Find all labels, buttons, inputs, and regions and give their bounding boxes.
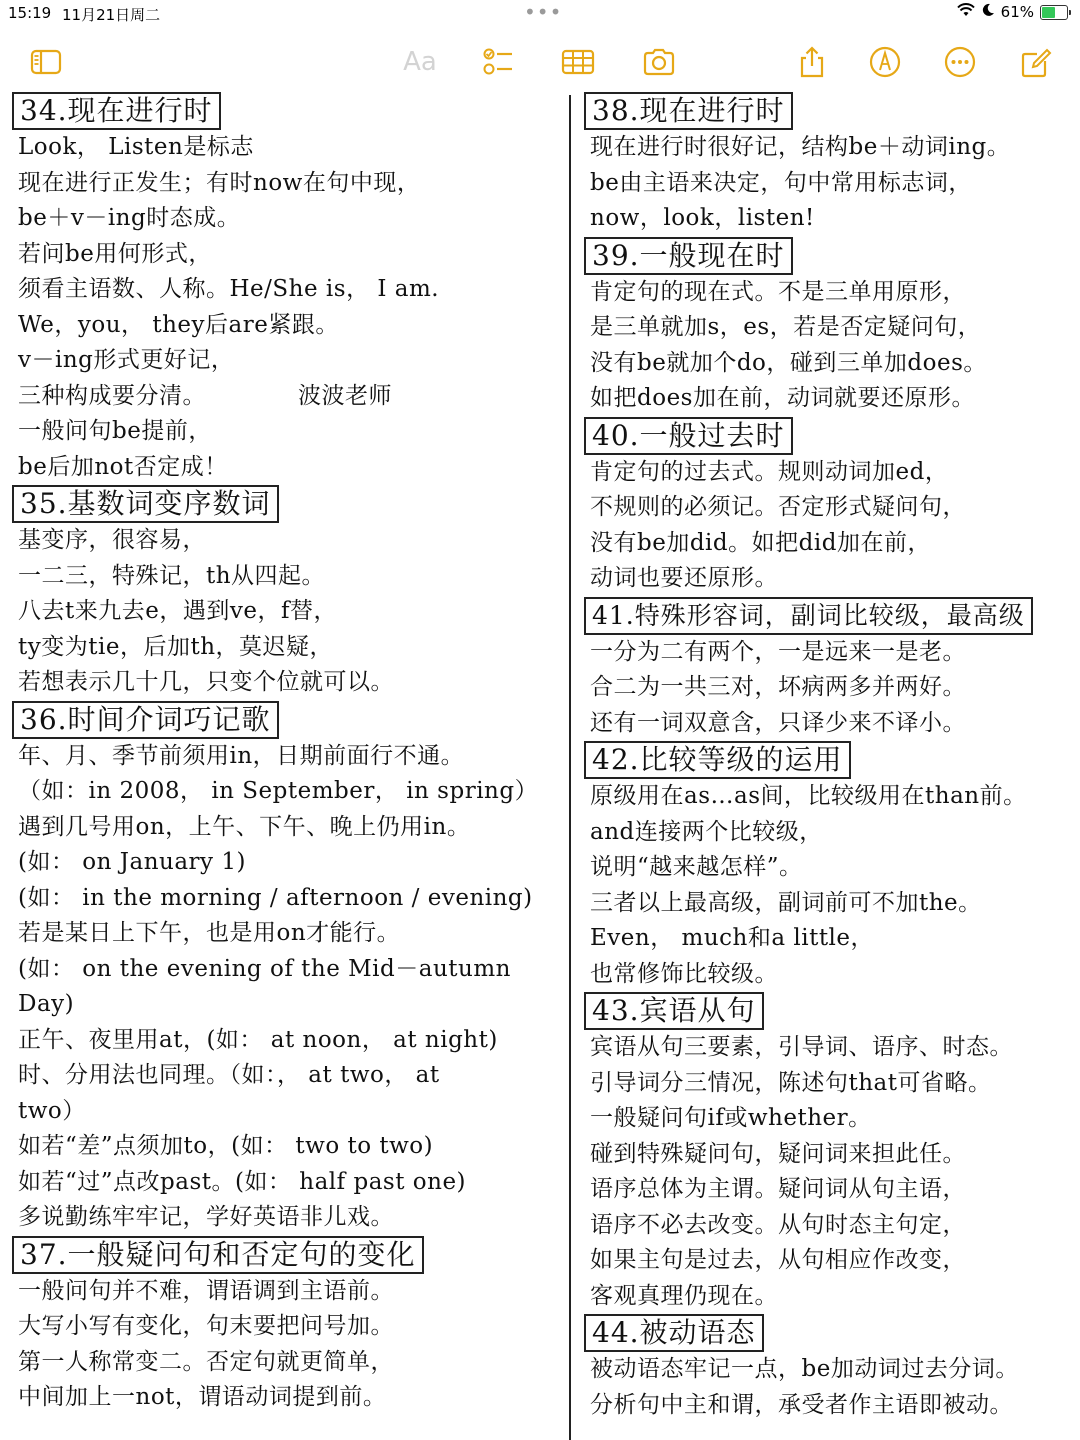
section-title: 39.一般现在时 [584, 237, 793, 275]
section-title: 42.比较等级的运用 [584, 741, 851, 779]
more-button[interactable] [940, 42, 980, 82]
note-line: 原级用在as…as间，比较级用在than前。 [590, 783, 1027, 809]
sidebar-icon [29, 45, 63, 79]
markup-button[interactable] [865, 42, 905, 82]
compose-icon [1019, 45, 1053, 79]
note-line: 三者以上最高级，副词前可不加the。 [590, 889, 982, 916]
note-line: 还有一词双意含，只译少来不译小。 [590, 709, 966, 736]
note-line: 若问be用何形式， [18, 240, 212, 267]
status-time: 15:19 [8, 4, 52, 22]
note-line: Look， Listen是标志 [18, 134, 254, 160]
note-line: 分析句中主和谓，承受者作主语即被动。 [590, 1391, 1013, 1418]
note-line: v－ing形式更好记， [18, 347, 235, 373]
note-line: 不规则的必须记。否定形式疑问句， [590, 494, 966, 520]
author-signature: 波波老师 [298, 382, 392, 409]
note-line: 遇到几号用on，上午、下午、晚上仍用in。 [18, 813, 471, 840]
note-line: 一二三，特殊记，th从四起。 [18, 562, 326, 589]
note-line: 中间加上一not，谓语动词提到前。 [18, 1384, 387, 1410]
battery-tip [1069, 10, 1071, 15]
section-36 [12, 701, 562, 1236]
battery-icon [1040, 5, 1068, 20]
note-line: 时、分用法也同理。（如：， at two， at [18, 1062, 440, 1088]
more-icon [943, 45, 977, 79]
section-title: 41.特殊形容词，副词比较级，最高级 [584, 597, 1033, 635]
section-title: 36.时间介词巧记歌 [12, 701, 279, 739]
note-line: 肯定句的现在式。不是三单用原形， [590, 278, 966, 305]
note-line: 碰到特殊疑问句，疑问词来担此任。 [590, 1140, 966, 1167]
section-title: 38.现在进行时 [584, 92, 793, 130]
note-line: 一般问句be提前， [18, 418, 212, 444]
note-line: 现在进行正发生；有时now在句中现， [18, 169, 421, 196]
note-line: 年、月、季节前须用in，日期前面行不通。 [18, 742, 465, 769]
note-line: Even， much和a little， [590, 925, 875, 951]
note-line: 没有be就加个do，碰到三单加does。 [590, 349, 987, 376]
section-title: 44.被动语态 [584, 1314, 764, 1352]
sidebar-toggle-button[interactable] [26, 42, 66, 82]
battery-percent: 61% [1000, 3, 1034, 21]
multitasking-dots[interactable]: ••• [524, 0, 563, 24]
note-line: 没有be加did。如把did加在前， [590, 529, 931, 556]
note-line: 肯定句的过去式。规则动词加ed， [590, 458, 949, 485]
note-line: 若想表示几十几，只变个位就可以。 [18, 669, 394, 695]
share-icon [795, 45, 829, 79]
section-37 [12, 1236, 562, 1416]
section-39 [584, 237, 1078, 417]
note-line: 如若“差”点须加to，(如： two to two) [18, 1133, 434, 1159]
camera-icon [642, 45, 676, 79]
note-line-with-signature [12, 379, 562, 415]
note-line: 被动语态牢记一点，be加动词过去分词。 [590, 1356, 1019, 1382]
section-title: 37.一般疑问句和否定句的变化 [12, 1236, 424, 1274]
table-icon [561, 45, 595, 79]
share-button[interactable] [792, 42, 832, 82]
checklist-button[interactable] [478, 42, 518, 82]
note-line: ty变为tie，后加th，莫迟疑， [18, 633, 334, 660]
note-line: 如果主句是过去，从句相应作改变， [590, 1247, 966, 1273]
note-line: 语序不必去改变。从句时态主句定， [590, 1211, 966, 1238]
note-line: 也常修饰比较级。 [590, 960, 778, 987]
note-line: (如： on January 1) [18, 849, 246, 875]
note-line: (如： on the evening of the Mid－autumn [18, 955, 511, 982]
section-44 [584, 1314, 1078, 1423]
checklist-icon [481, 45, 515, 79]
note-line: be后加not否定成！ [18, 453, 228, 480]
note-line: 多说勤练牢牢记，学好英语非儿戏。 [18, 1204, 394, 1230]
markup-icon [868, 45, 902, 79]
status-date: 11月21日周二 [62, 6, 161, 24]
note-line: 正午、夜里用at，(如： at noon， at night) [18, 1026, 498, 1053]
section-41 [584, 597, 1078, 742]
note-line: be由主语来决定，句中常用标志词， [590, 169, 972, 196]
section-38 [584, 92, 1078, 237]
section-title: 34.现在进行时 [12, 92, 221, 130]
note-line: 语序总体为主谓。疑问词从句主语， [590, 1176, 966, 1202]
note-line: 客观真理仍现在。 [590, 1282, 778, 1309]
camera-button[interactable] [639, 42, 679, 82]
note-line: two） [18, 1097, 86, 1124]
note-line: 一般问句并不难，谓语调到主语前。 [18, 1277, 394, 1304]
section-34 [12, 92, 562, 485]
note-line: 是三单就加s，es，若是否定疑问句， [590, 314, 982, 340]
note-line: 合二为一共三对，坏病两多并两好。 [590, 674, 966, 700]
section-43 [584, 992, 1078, 1314]
note-line: 动词也要还原形。 [590, 565, 778, 591]
note-line: 如若“过”点改past。(如： half past one) [18, 1168, 467, 1195]
note-line: Day) [18, 991, 75, 1017]
note-line: 大写小写有变化，句末要把问号加。 [18, 1313, 394, 1339]
note-line: 宾语从句三要素，引导词、语序、时态。 [590, 1034, 1013, 1060]
note-line: 若是某日上下午，也是用on才能行。 [18, 920, 401, 946]
section-title: 40.一般过去时 [584, 417, 793, 455]
section-35 [12, 485, 562, 701]
section-40 [584, 417, 1078, 597]
note-line: 引导词分三情况，陈述句that可省略。 [590, 1069, 992, 1096]
note-line: and连接两个比较级， [590, 818, 823, 845]
column-divider [569, 95, 571, 1440]
table-button[interactable] [558, 42, 598, 82]
note-line: (如： in the morning / afternoon / evening) [18, 884, 533, 911]
note-line: 一分为二有两个，一是远来一是老。 [590, 638, 966, 665]
note-line: 一般疑问句if或whether。 [590, 1105, 872, 1131]
status-indicators [957, 3, 1068, 21]
note-line: 须看主语数、人称。He/She is， I am. [18, 276, 440, 302]
section-title: 43.宾语从句 [584, 992, 764, 1030]
note-line: （如：in 2008， in September， in spring） [18, 778, 539, 804]
note-line: We，you， they后are紧跟。 [18, 311, 339, 338]
note-line: 八去t来九去e，遇到ve，f替， [18, 598, 337, 624]
note-line: 现在进行时很好记，结构be＋动词ing。 [590, 134, 1011, 160]
wifi-icon [957, 3, 975, 21]
format-button[interactable]: Aa [403, 47, 437, 77]
note-line: 说明“越来越怎样”。 [590, 854, 803, 880]
section-42 [584, 741, 1078, 992]
note-right-column[interactable] [584, 92, 1078, 1440]
note-line: 如把does加在前，动词就要还原形。 [590, 385, 975, 411]
notes-toolbar [0, 36, 1080, 86]
note-line: be＋v－ing时态成。 [18, 205, 241, 231]
note-text: 三种构成要分清。 [18, 382, 206, 409]
status-bar [0, 0, 1080, 28]
note-line: now，look，listen! [590, 205, 815, 231]
moon-icon [981, 3, 995, 21]
battery-fill [1042, 7, 1055, 18]
note-left-column[interactable] [12, 92, 562, 1440]
note-line: 基变序，很容易， [18, 527, 206, 553]
compose-button[interactable] [1016, 42, 1056, 82]
note-line: 第一人称常变二。否定句就更简单， [18, 1348, 394, 1375]
section-title: 35.基数词变序数词 [12, 485, 279, 523]
